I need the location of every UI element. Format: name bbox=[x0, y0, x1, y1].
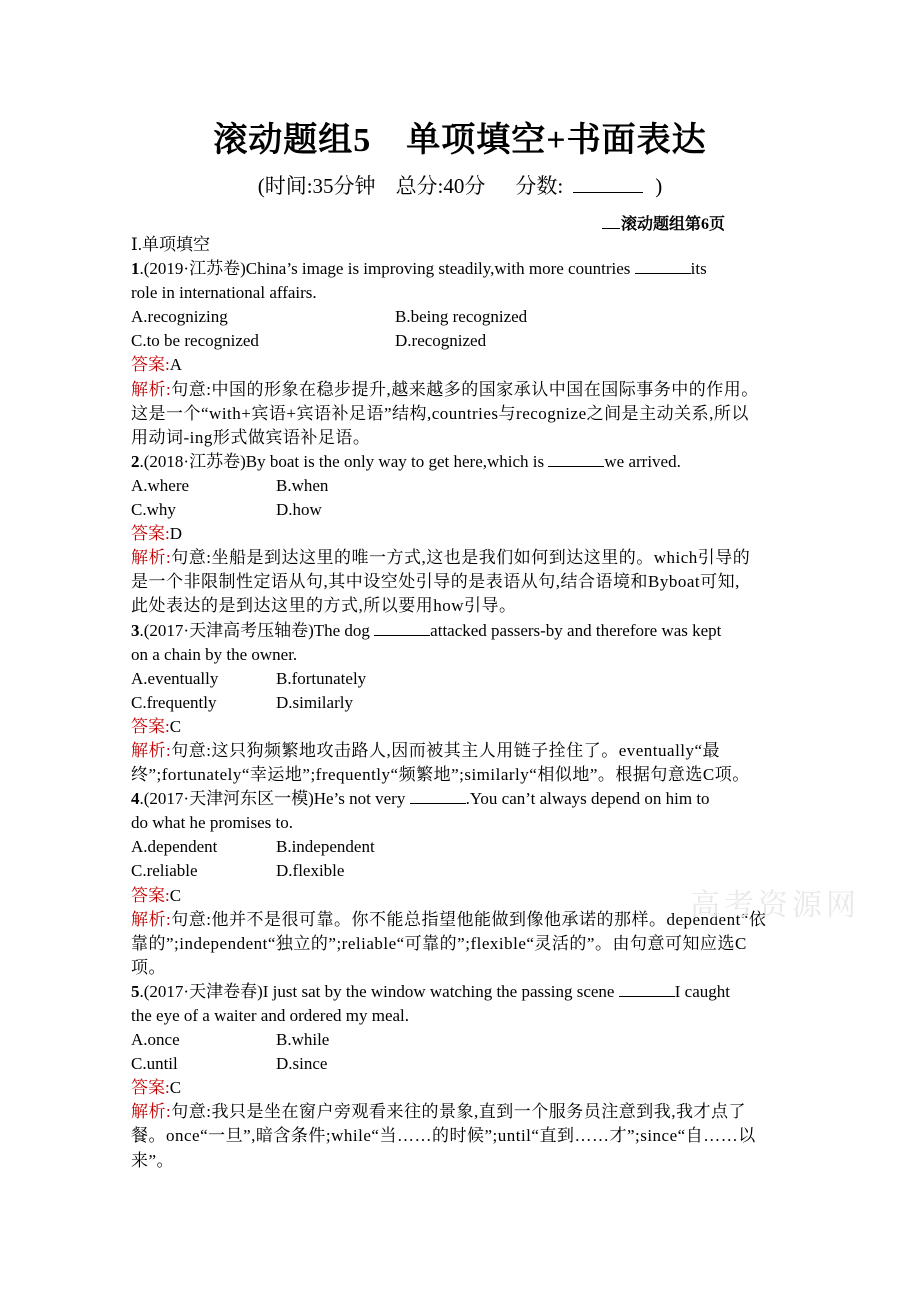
option-a[interactable]: A.dependent bbox=[131, 837, 218, 857]
answer-label: 答案: bbox=[131, 355, 170, 375]
page-reference-text: 滚动题组第6页 bbox=[621, 216, 726, 233]
options-row bbox=[131, 667, 791, 691]
question-number: 4 bbox=[131, 789, 140, 809]
answer-value: C bbox=[169, 716, 182, 736]
options-row bbox=[131, 1028, 791, 1052]
stem-text: .You can’t always depend on him to bbox=[465, 789, 710, 809]
answer-line bbox=[131, 522, 791, 546]
question-block bbox=[131, 980, 791, 1173]
explanation-line: 靠的”;independent“独立的”;reliable“可靠的”;flexible“灵活的”。由句意可知应选C bbox=[131, 933, 747, 953]
question-source: .(2017·天津高考压轴卷) bbox=[139, 620, 314, 640]
question-block bbox=[131, 257, 791, 450]
explanation-text: 句意:坐船是到达这里的唯一方式,这也是我们如何到达这里的。which引导的 bbox=[171, 548, 751, 568]
option-c[interactable]: C.to be recognized bbox=[131, 331, 259, 351]
option-b[interactable]: B.being recognized bbox=[395, 307, 528, 327]
option-d[interactable]: D.how bbox=[276, 500, 322, 520]
option-d[interactable]: D.similarly bbox=[276, 692, 353, 712]
question-stem-continued: the eye of a waiter and ordered my meal. bbox=[131, 1006, 410, 1025]
explanation-label: 解析: bbox=[131, 379, 172, 399]
answer-label: 答案: bbox=[131, 524, 170, 544]
answer-blank bbox=[619, 982, 675, 997]
explanation-label: 解析: bbox=[131, 1102, 172, 1122]
stem-text: China’s image is improving steadily,with more countries bbox=[245, 259, 635, 279]
option-b[interactable]: B.when bbox=[276, 475, 329, 495]
question-source: .(2017·天津卷春) bbox=[139, 981, 263, 1001]
question-stem bbox=[131, 787, 791, 811]
total-score: 总分:40分 bbox=[395, 174, 486, 198]
explanation-line bbox=[131, 546, 791, 570]
explanation-line bbox=[131, 739, 791, 763]
explanation-line bbox=[131, 1100, 791, 1124]
explanation-line: 餐。once“一旦”,暗含条件;while“当……的时候”;until“直到……才”;since“自……以 bbox=[131, 1126, 756, 1146]
question-number: 2 bbox=[131, 451, 140, 471]
answer-blank bbox=[374, 621, 430, 636]
exam-info bbox=[0, 170, 920, 200]
question-source: .(2017·天津河东区一模) bbox=[139, 789, 314, 809]
page-reference[interactable] bbox=[602, 211, 725, 234]
explanation-label: 解析: bbox=[131, 740, 172, 760]
page-title: 滚动题组5 单项填空+书面表达 bbox=[213, 122, 707, 159]
question-stem bbox=[131, 980, 791, 1004]
stem-text: we arrived. bbox=[604, 451, 681, 471]
question-stem-continued: role in international affairs. bbox=[131, 283, 317, 303]
reference-underline bbox=[602, 228, 620, 229]
question-block bbox=[131, 619, 791, 788]
option-b[interactable]: B.independent bbox=[276, 837, 375, 857]
stem-text: By boat is the only way to get here,which is bbox=[245, 451, 549, 471]
explanation-line: 终”;fortunately“幸运地”;frequently“频繁地”;similarly“相似地”。根据句意选C项。 bbox=[131, 765, 750, 785]
option-c[interactable]: C.frequently bbox=[131, 692, 217, 712]
answer-label: 答案: bbox=[131, 885, 170, 905]
time-limit: (时间:35分钟 bbox=[257, 174, 376, 198]
question-stem bbox=[131, 450, 791, 474]
option-b[interactable]: B.fortunately bbox=[276, 668, 367, 688]
question-number: 3 bbox=[131, 620, 140, 640]
stem-text: attacked passers-by and therefore was kept bbox=[430, 620, 722, 640]
answer-blank bbox=[635, 259, 691, 274]
section-heading: Ⅰ.单项填空 bbox=[131, 235, 210, 254]
score-close: ) bbox=[655, 174, 663, 198]
question-block bbox=[131, 450, 791, 619]
watermark-text: 高考资源网 bbox=[690, 889, 860, 922]
question-stem bbox=[131, 257, 791, 281]
option-a[interactable]: A.recognizing bbox=[131, 307, 228, 327]
explanation-line: 此处表达的是到达这里的方式,所以要用how引导。 bbox=[131, 596, 517, 616]
question-stem bbox=[131, 619, 791, 643]
answer-label: 答案: bbox=[131, 716, 170, 736]
option-c[interactable]: C.until bbox=[131, 1054, 178, 1074]
explanation-text: 句意:这只狗频繁地攻击路人,因而被其主人用链子拴住了。eventually“最 bbox=[171, 740, 721, 760]
option-d[interactable]: D.recognized bbox=[395, 331, 487, 351]
stem-text: I caught bbox=[674, 981, 730, 1001]
explanation-label: 解析: bbox=[131, 909, 172, 929]
explanation-line: 这是一个“with+宾语+宾语补足语”结构,countries与recognize之间是主动关系,所以 bbox=[131, 403, 749, 423]
explanation-text: 句意:他并不是很可靠。你不能总指望他能做到像他承诺的那样。dependent“依 bbox=[171, 909, 767, 929]
option-d[interactable]: D.flexible bbox=[276, 861, 345, 881]
explanation-line: 用动词-ing形式做宾语补足语。 bbox=[131, 427, 371, 447]
option-a[interactable]: A.once bbox=[131, 1030, 180, 1050]
answer-value: C bbox=[169, 885, 182, 905]
question-source: .(2018·江苏卷) bbox=[139, 451, 246, 471]
options-row bbox=[131, 329, 791, 353]
explanation-line: 是一个非限制性定语从句,其中设空处引导的是表语从句,结合语境和Byboat可知, bbox=[131, 572, 740, 592]
explanation-line: 项。 bbox=[131, 957, 166, 977]
question-source: .(2019·江苏卷) bbox=[139, 259, 246, 279]
answer-line bbox=[131, 353, 791, 377]
score-blank bbox=[573, 174, 643, 193]
answer-blank bbox=[548, 452, 604, 467]
answer-label: 答案: bbox=[131, 1078, 170, 1098]
question-number: 1 bbox=[131, 259, 140, 279]
question-number: 5 bbox=[131, 981, 140, 1001]
answer-line bbox=[131, 1076, 791, 1100]
explanation-line bbox=[131, 378, 791, 402]
options-row bbox=[131, 305, 791, 329]
answer-value: C bbox=[169, 1078, 182, 1098]
option-a[interactable]: A.where bbox=[131, 475, 190, 495]
score-label: 分数: bbox=[515, 174, 564, 198]
answer-line bbox=[131, 715, 791, 739]
stem-text: He’s not very bbox=[313, 789, 410, 809]
answer-value: A bbox=[169, 355, 183, 375]
explanation-text: 句意:我只是坐在窗户旁观看来往的景象,直到一个服务员注意到我,我才点了 bbox=[171, 1102, 746, 1122]
question-stem-continued: do what he promises to. bbox=[131, 813, 293, 833]
options-row bbox=[131, 691, 791, 715]
option-b[interactable]: B.while bbox=[276, 1030, 330, 1050]
explanation-line: 来”。 bbox=[131, 1150, 175, 1170]
question-stem-continued: on a chain by the owner. bbox=[131, 644, 298, 664]
explanation-text: 句意:中国的形象在稳步提升,越来越多的国家承认中国在国际事务中的作用。 bbox=[171, 379, 759, 399]
option-d[interactable]: D.since bbox=[276, 1054, 328, 1074]
stem-text: The dog bbox=[313, 620, 375, 640]
answer-value: D bbox=[169, 524, 183, 544]
option-c[interactable]: C.reliable bbox=[131, 861, 198, 881]
options-row bbox=[131, 1052, 791, 1076]
options-row bbox=[131, 474, 791, 498]
options-row bbox=[131, 835, 791, 859]
stem-text: I just sat by the window watching the passing scene bbox=[262, 981, 619, 1001]
option-a[interactable]: A.eventually bbox=[131, 668, 219, 688]
question-list bbox=[131, 233, 791, 1173]
explanation-label: 解析: bbox=[131, 548, 172, 568]
stem-text: its bbox=[690, 259, 707, 279]
answer-blank bbox=[410, 789, 466, 804]
option-c[interactable]: C.why bbox=[131, 500, 176, 520]
options-row bbox=[131, 498, 791, 522]
